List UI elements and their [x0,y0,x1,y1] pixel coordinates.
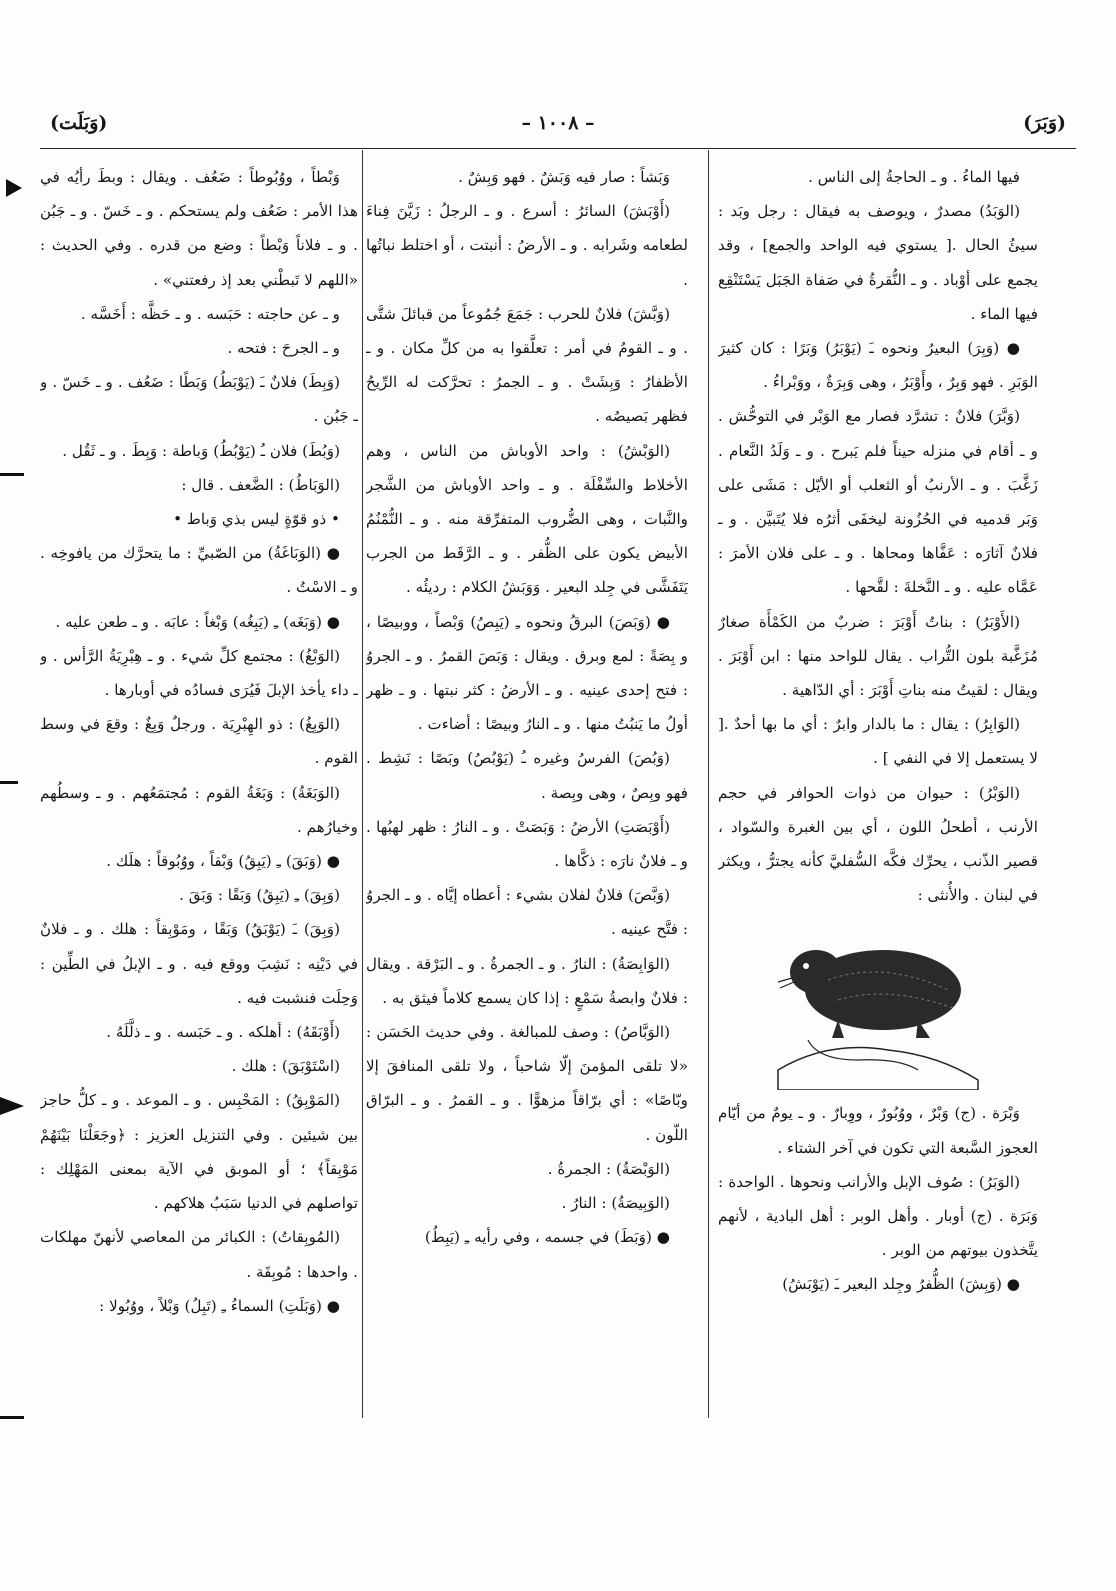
dictionary-entry: (الوَبَّاصُ) : وصف للمبالغة . وفي حديث الحَسَن : «لا تلقى المؤمنَ إلّا شاحباً ، ولا تلقى المنافقَ إلا وبّاصًا» : أي برّاقاً مزهوًّا . و ـ القمرُ . و ـ البرّاق اللّون . [366,1023,688,1144]
dictionary-entry: (الأَوْبَرُ) : بناتُ أَوْبَرَ : ضربٌ من الكَمْأَة صغارٌ مُزَغَّبة بلون التُّراب . يقال للواحد منها : ابن أَوْبَرَ . ويقال : لقيتُ منه بناتِ أَوْبَرَ : أي الدّاهية . [718,612,1038,700]
dictionary-entry: (وَبُطَ) فلان ـُ (يَوْبُطُ) وَباطة : وَبِطَ . و ـ ثَقُل . [62,441,340,460]
dictionary-entry: (أَوْبَقَهُ) : أهلكه . و ـ حَبَسه . و ـ ذلَّلَهُ . [106,1023,340,1042]
dictionary-entry: • ذو قوّةٍ ليس بذي وَباط • [173,510,340,529]
dictionary-entry: ● (وَبِشَ) الظُّفرُ وجِلد البعير ـَ (يَوْبَشُ) [782,1275,1020,1294]
dictionary-entry: ● (وَبَطَ) في جسمه ، وفي رأيه ـِ (يَبِطُ) [424,1228,670,1247]
margin-arrow-icon [0,175,26,201]
margin-tick-icon [0,770,26,796]
dictionary-entry: ● (وَبَلَتِ) السماءُ ـِ (تَبِلُ) وَبْلاً ، ووُبُولا : [99,1296,340,1315]
dictionary-entry: (الوَبْشُ) : واحد الأوباش من الناس ، وهم الأخلاط والسِّفْلَة . و ـ واحد الأوباش من الشَّجر والنَّبات ، وهى الضُّروب المتفرِّقة منه . و ـ النُّمْنُمُ الأبيض يكون على الظُّفر . و ـ الرَّقَط من الجرب يَتَفَشَّى في جِلد البعير . وَوَبَشُ الكلام : رديئُه . [366,441,688,597]
hyrax-illustration-icon [768,920,988,1090]
dictionary-entry: (الوَبَرُ) : صُوف الإبل والأرانب ونحوها . الواحدة : وَبَرَة . (ج) أوبار . وأهل الوبر : أهل البادية ، لأنهم يتَّخذون بيوتهم من الوبر . [718,1172,1038,1260]
dictionary-entry: (الوَبِغُ) : ذو الهِبْرِيَة . ورجلٌ وَبِغٌ : وقعَ في وسط القوم . [40,715,358,768]
page-header [40,104,1076,144]
dictionary-entry: (الوَبْرُ) : حيوان من ذوات الحوافر في حجم الأرنب ، أطحلُ اللون ، أي بين الغبرة والسّواد ، قصير الذّنب ، يحرِّك فكَّه السُّفليَّ كأنه يجترُّ ، ويكثر في لبنان . والأُنثى : [718,783,1038,905]
page-number: – ١٠٠٨ – [521,112,595,134]
dictionary-entry: وَبْرَة . (ج) وَبْرٌ ، ووُبُورٌ ، ووِبارٌ . و ـ يومٌ من أيّام العجوز السَّبعة التي تكون في آخر الشتاء . [718,1104,1038,1157]
dictionary-entry: ● (وَبَصَ) البرقُ ونحوه ـِ (يَبِصُ) وَبْصاً ، ووبيصًا ، و بِصَةً : لمع وبرق . ويقال : وَبَصَ القمرُ . و ـ الجروُ : فتح إحدى عينيه . و ـ الأرضُ : كثر نبتها . و ـ ظهر أولُ ما يَنبُتُ منها . و ـ النارُ وبيصًا : أضاءت . [366,612,688,734]
dictionary-entry: (المُوبِقاتُ) : الكبائر من المعاصي لأنهنّ مهلكات . واحدها : مُوبِقَة . [40,1228,358,1281]
dictionary-entry: (وَبِطَ) فلانٌ ـَ (يَوْبَطُ) وَبَطًا : ضَعُف . و ـ خَسّ . و ـ جَبُن . [40,373,358,426]
header-right-keyword: (وَبَرَ) [1023,112,1066,134]
dictionary-entry: (وَبَّشَ) فلانٌ للحرب : جَمَعَ جُمُوعاً من قبائلَ شتَّى . و ـ القومُ في أمر : تعلَّقوا به من كلِّ مكان . و ـ الأظفارُ : وَبِشَتْ . و ـ الجمرُ : تحرَّكت له الرِّيحُ فظهر بَصيصُه . [366,304,688,426]
dictionary-entry: (المَوْبِقُ) : المَحْبِس . و ـ الموعد . و ـ كلُّ حاجز بين شيئين . وفي التنزيل العزيز : ﴿وجَعَلْنَا بَيْنَهُمْ مَوْبِقاً﴾ ؛ أو الموبق في الآية بمعنى المَهْلِك : تواصلهم في الدنيا سَبَبُ هلاكهم . [40,1091,358,1213]
dictionary-entry: (الوَبْصَةُ) : الجمرةُ . [547,1159,670,1178]
dictionary-entry: (الوَبَدُ) مصدرٌ ، ويوصف به فيقال : رجل وبَد : سيئُ الحال .[ يستوي فيه الواحد والجمع] ، وقد يجمع على أوْباد . و ـ النُّقرةُ في صَفاة الجَبَل يَسْتَنْقِع فيها الماء . [718,202,1038,323]
dictionary-entry: (وَبِقَ) ـَ (يَوْبَقُ) وَبَقًا ، ومَوْبِقاً : هلك . و ـ فلانٌ في دَيْنِه : نَشِبَ ووقع فيه . و ـ الإبلُ في الطِّين : وَحِلَت فنشبت فيه . [40,920,358,1007]
margin-tick-icon [0,462,26,488]
column-divider [708,150,709,1418]
dictionary-entry: ● (وَبَغَه) ـِ (يَبِغُه) وَبْغاً : عابَه . و ـ طعن عليه . [55,612,340,631]
dictionary-entry: (وَبِقَ) ـِ (يَبِقُ) وَبَقًا : وَبَقَ . [179,886,340,905]
dictionary-entry: وَبْطاً ، ووُبُوطاً : ضَعُف . ويقال : وبطَ رأيُه في هذا الأمر : ضَعُف ولم يستحكم . و ـ خَسّ . و ـ جَبُن . و ـ فلاناً وَبْطاً : وضع من قدره . وفي الحديث : «اللهم لا تَبطْني بعد إذ رفعتني» . [40,168,358,289]
column-middle [366,160,688,1420]
dictionary-entry: (وَبَّرَ) فلانٌ : تشرَّد فصار مع الوَبْر في التوحُّش . و ـ أقام في منزله حيناً فلم يَبرح . و ـ وَلَدُ النَّعام . زَغَّبَ . و ـ الأرنبُ أو الثعلب أو الأيّل : مَشَى على وَبَر قدميه في الحُزُونة ليخفَى أثرُه فلا يُتَبيَّن . و ـ فلانٌ آثارَه : عَفَّاها ومحاها . و ـ على فلان الأمرَ : عَمَّاه عليه . و ـ النَّخلةَ : لقَّحها . [718,407,1038,597]
dictionary-entry: فيها الماءُ . و ـ الحاجةُ إلى الناس . [808,168,1020,186]
dictionary-entry: وَبَشاً : صار فيه وَبَشٌ . فهو وَبِشٌ . [458,168,670,186]
header-rule [40,148,1076,149]
header-left-keyword: (وَبَلَت) [50,112,108,134]
dictionary-entry: (الوَبَاطُ) : الضَّعف . قال : [181,475,340,494]
dictionary-entry: ● (وَبِرَ) البعيرُ ونحوه ـَ (يَوْبَرُ) وَبَرًا : كان كثيرَ الوَبَرِ . فهو وَبِرٌ ، وأَوْبَرُ ، وهى وَبِرَةٌ ، ووَبْراءُ . [718,339,1038,392]
dictionary-entry: (الوَبْغُ) : مجتمع كلِّ شيء . و ـ هِبْرِيَةُ الرَّأس . و ـ داء يأخذ الإبلَ فَيُرَى فسادُه في أوبارها . [40,646,358,700]
dictionary-entry: (الوَبَغَةُ) : وَبَغَةُ القوم : مُجتمَعُهم . و ـ وسطُهم وخيارُهم . [40,783,358,836]
column-left [40,160,358,1420]
column-right [718,160,1038,1420]
dictionary-entry: (اسْتَوْبَقَ) : هلك . [231,1057,340,1076]
dictionary-entry: (الوَابِرُ) : يقال : ما بالدار وابرٌ : أي ما بها أحدٌ .[ لا يستعمل إلا في النفي ] . [718,715,1038,768]
dictionary-entry: ● (الوَبَاغَةُ) من الصّبيِّ : ما يتحرَّك من يافوخِه . و ـ الاسْتُ . [40,544,358,597]
dictionary-entry: (وَبُصَ) الفرسُ وغيره ـُ (يَوْبُصُ) وبَصًا : نَشِط . فهو وبِصٌ ، وهى وبِصة . [366,749,688,802]
margin-arrow-icon [0,1093,26,1119]
dictionary-entry: (أَوْبَشَ) السائرُ : أسرع . و ـ الرجلُ : زَيَّنَ فِناءَ لطعامه وشَرابه . و ـ الأرضُ : أنبتت ، أو اختلط نباتُها . [366,202,688,289]
dictionary-entry: (الوَبِيصَةُ) : النارُ . [561,1194,670,1213]
column-divider [362,150,363,1418]
dictionary-entry: (أَوْبَصَتِ) الأرضُ : وَبَصَتْ . و ـ النارُ : ظهر لهبُها . و ـ فلانٌ نارَه : ذكَّاها . [366,817,688,871]
dictionary-entry: (وَبَّصَ) فلانٌ لفلان بشيء : أعطاه إيَّاه . و ـ الجروُ : فتَّح عينيه . [366,886,688,939]
margin-tick-icon [0,1405,26,1431]
dictionary-entry: و ـ الجرحَ : فتحه . [227,339,340,358]
dictionary-entry: و ـ عن حاجته : حَبَسه . و ـ حَظَّه : أَخَسَّه . [80,304,340,323]
dictionary-entry: ● (وَبَقَ) ـِ (يَبِقُ) وَبْقاً ، ووُبُوقاً : هلَك . [106,852,340,871]
dictionary-entry: (الوَابِصَةُ) : النارُ . و ـ الجمرةُ . و ـ البَرْقة . ويقال : فلانٌ وابصةُ سَمْعٍ : إذا كان يسمع كلاماً فيثق به . [366,954,688,1007]
